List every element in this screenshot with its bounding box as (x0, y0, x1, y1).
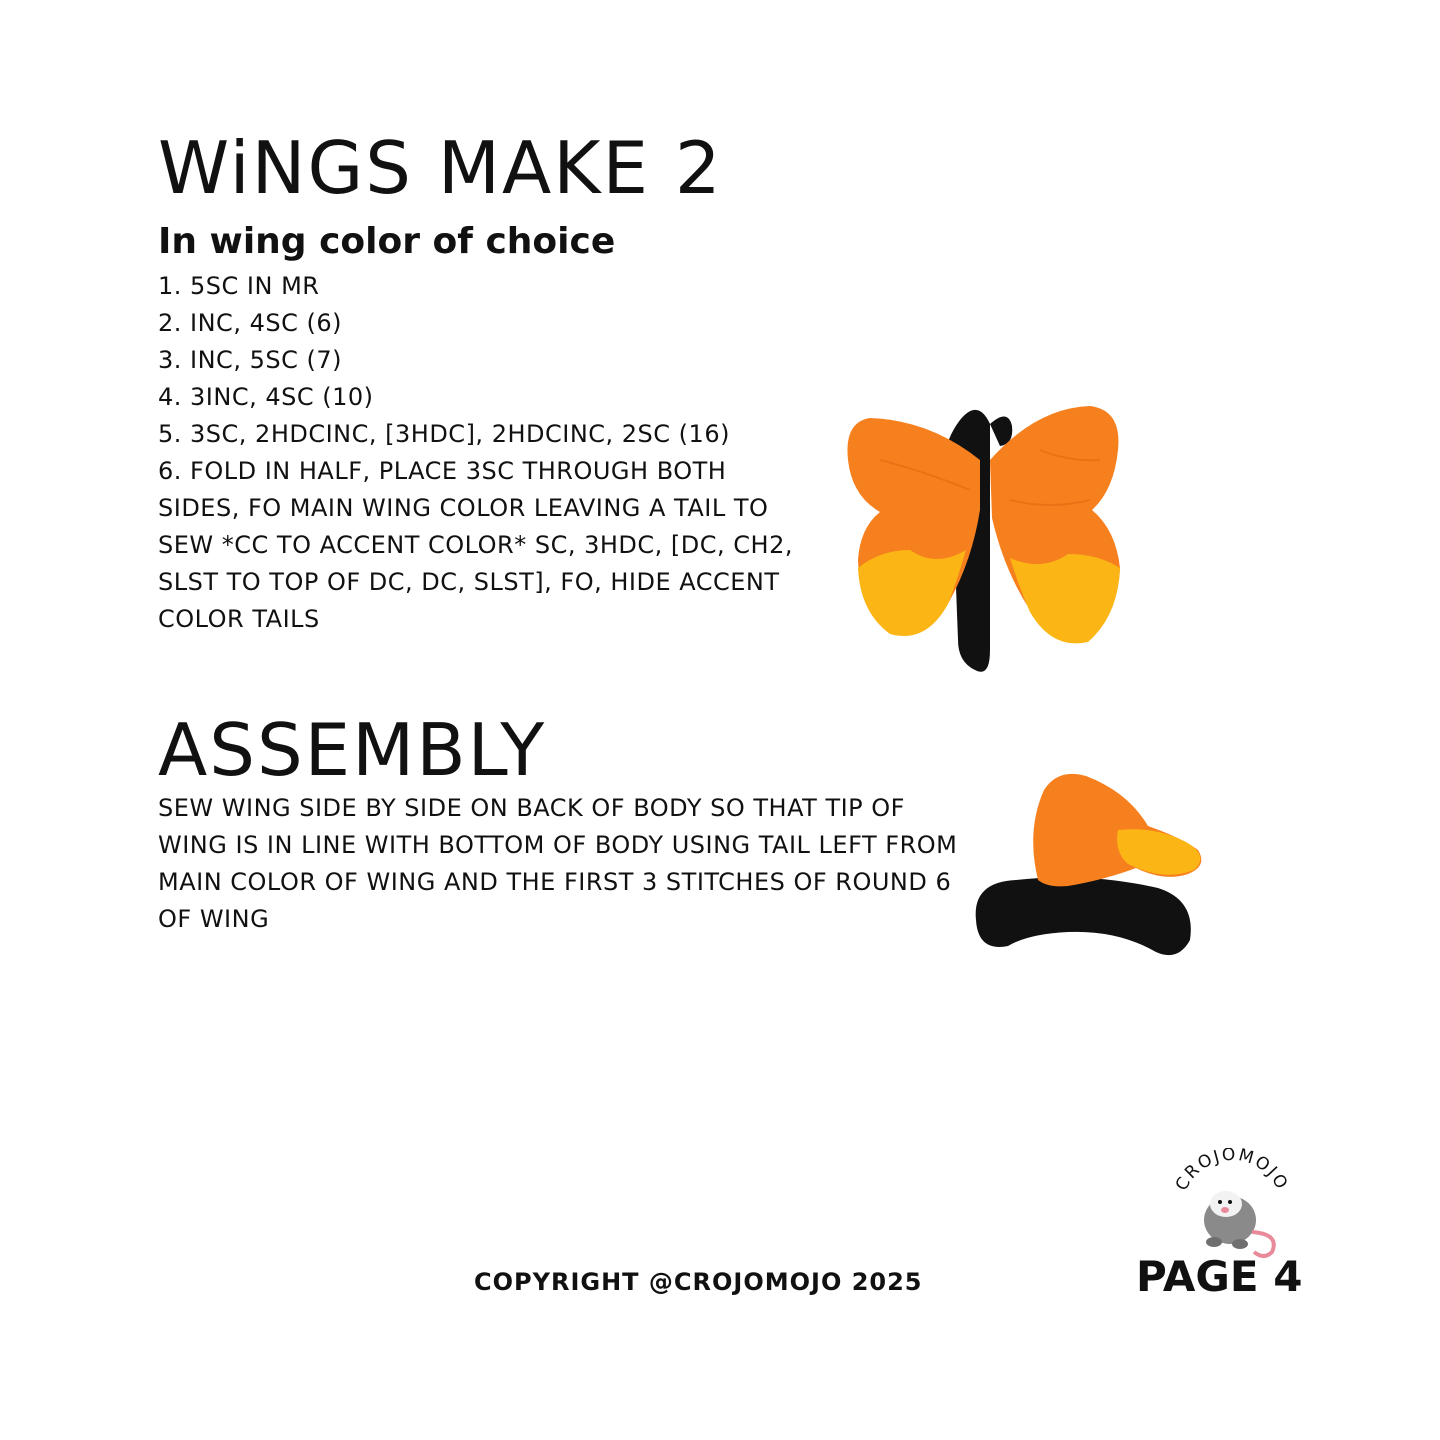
svg-text:CROJOMOJO (1172, 1148, 1292, 1194)
butterfly-photo (840, 400, 1130, 680)
logo-text: CROJOMOJO (1171, 1148, 1293, 1195)
wings-subtitle: In wing color of choice (158, 221, 616, 262)
wings-steps (158, 268, 798, 638)
wings-step: 1. 5SC IN MR (158, 272, 320, 300)
wings-step: 3. INC, 5SC (7) (158, 346, 342, 374)
page-number: PAGE 4 (1136, 1252, 1303, 1301)
wings-step: 4. 3INC, 4SC (10) (158, 383, 374, 411)
copyright-text: COPYRIGHT @CROJOMOJO 2025 (474, 1268, 923, 1296)
wings-step: 6. FOLD IN HALF, PLACE 3SC THROUGH BOTH SIDES, FO MAIN WING COLOR LEAVING A TAIL TO SEW *CC TO ACCENT COLOR* SC, 3HDC, [DC, CH2, SLST TO TOP OF DC, DC, SLST], FO, HIDE ACCENT COLOR TAILS (158, 457, 793, 633)
wings-step: 5. 3SC, 2HDCINC, [3HDC], 2HDCINC, 2SC (16) (158, 420, 730, 448)
wings-step: 2. INC, 4SC (6) (158, 309, 342, 337)
crojomojo-logo (1168, 1148, 1296, 1260)
opossum-icon (1168, 1148, 1296, 1260)
assembly-title: ASSEMBLY (158, 708, 547, 792)
wings-title: WiNGS MAKE 2 (158, 126, 723, 210)
assembly-text: SEW WING SIDE BY SIDE ON BACK OF BODY SO THAT TIP OF WING IS IN LINE WITH BOTTOM OF BODY USING TAIL LEFT FROM MAIN COLOR OF WING AND THE FIRST 3 STITCHES OF ROUND 6 OF WING (158, 794, 958, 933)
assembly-photo (968, 770, 1208, 965)
